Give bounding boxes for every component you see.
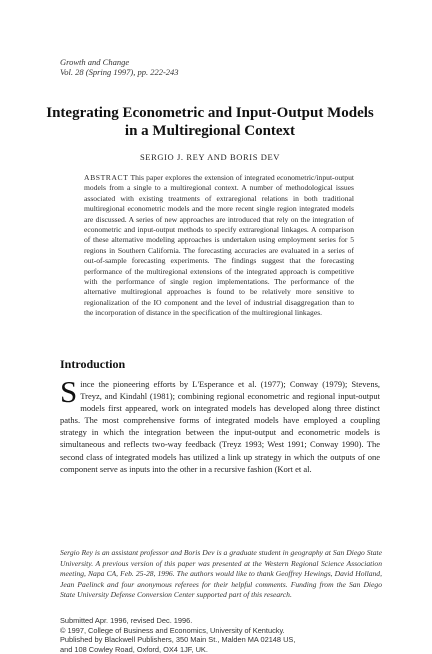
- introduction-paragraph: [60, 374, 380, 475]
- copyright-line: © 1997, College of Business and Economics, University of Kentucky.: [60, 625, 285, 635]
- introduction-text: ince the pioneering efforts by L'Esperance et al. (1977); Conway (1979); Stevens, Treyz, and Kindahl (1981); combining regional econometric and regional input-output models first appeared, work on integrated models has developed along three distinct paths. The most comprehensive forms of integrated models have employed a coupling strategy in which the integration between the input-output and econometric models is simultaneous and reflects two-way feedback (Treyz 1993; West 1991; Conway 1990). The second class of integrated models has utilized a link up strategy in which the outputs of one component serve as inputs into the other in a recursive fashion (Kort et al.: [60, 379, 380, 474]
- author-footnote: Sergio Rey is an assistant professor and Boris Dev is a graduate student in geography at San Diego State University. A previous version of this paper was presented at the Western Regional Science Association meeting, Napa CA, Feb. 25-28, 1996. The authors would like to thank Geoffrey Hewings, David Holland, Jean Paelinck and four anonymous referees for their helpful comments. Funding from the San Diego State University Defense Conversion Center supported part of this research.: [60, 548, 382, 599]
- journal-volume: Vol. 28 (Spring 1997), pp. 222-243: [60, 67, 179, 77]
- publisher-line: Published by Blackwell Publishers, 350 Main St., Malden MA 02148 US,: [60, 635, 296, 645]
- journal-header: [60, 57, 179, 77]
- section-heading-introduction: Introduction: [60, 357, 126, 371]
- abstract: [84, 173, 354, 319]
- paper-title: Integrating Econometric and Input-Output Models in a Multiregional Context: [46, 105, 374, 139]
- paper-authors: SERGIO J. REY AND BORIS DEV: [139, 152, 281, 162]
- abstract-label: ABSTRACT: [84, 173, 129, 182]
- abstract-text: This paper explores the extension of integrated econometric/input-output models from a single to a multiregional context. A number of methodological issues associated with existing treatments of extraregional relations in both traditional multiregional econometric models and the more recent single region integrated models are discussed. A series of new approaches are introduced that rely on the integration of econometric and input-output methods to specify extraregional linkages. A comparison of these alternative modeling approaches is undertaken using employment series for 5 regions in Southern California. The forecasting accuracies are evaluated in a series of out-of-sample forecasting experiments. The findings suggest that the forecasting performance of the multiregional extensions of the integrated approach is competitive with the performance of single region implementations. The performance of the alternative multiregional approaches is found to be relatively more sensitive to regionalization of the IO component and the level of industrial disaggregation than to the incorporation of distance in the specification of the multiregional linkages.: [84, 173, 354, 318]
- publisher-address-line: and 108 Cowley Road, Oxford, OX4 1JF, UK.: [60, 644, 208, 654]
- submission-dates: Submitted Apr. 1996, revised Dec. 1996.: [60, 616, 193, 625]
- drop-cap: S: [60, 374, 78, 409]
- journal-name: Growth and Change: [60, 57, 130, 67]
- publication-info: [60, 616, 295, 654]
